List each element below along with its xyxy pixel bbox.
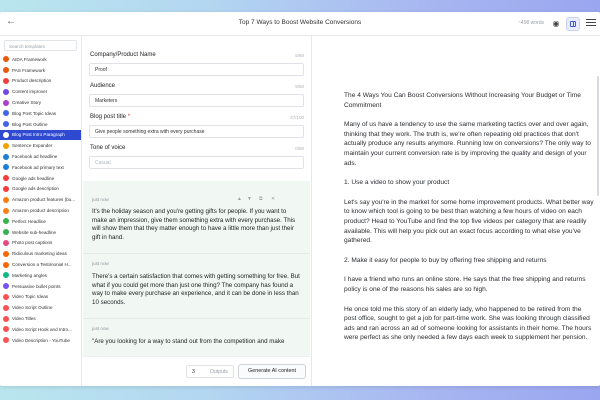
editor-paragraph[interactable]: 2. Make it easy for people to buy by offering free shipping and returns [344, 256, 547, 264]
sidebar-item[interactable] [0, 270, 81, 281]
outputs-panel [83, 181, 310, 356]
tone-label: Tone of voice [90, 145, 126, 151]
sidebar-item[interactable] [0, 227, 81, 238]
template-icon [3, 67, 9, 73]
sidebar-item-label: Product description [12, 78, 52, 84]
template-icon [3, 283, 9, 289]
template-icon [3, 208, 9, 214]
sidebar-item[interactable] [0, 119, 81, 130]
sidebar-item[interactable] [0, 97, 81, 108]
sidebar-item[interactable] [0, 130, 81, 141]
sidebar-item-label: Google ads description [12, 186, 59, 192]
copy-icon[interactable]: ⧉ [259, 196, 263, 202]
template-icon [3, 89, 9, 95]
quantity-value: 3 [192, 369, 195, 375]
sidebar-item[interactable] [0, 184, 81, 195]
template-icon [3, 262, 9, 268]
template-search-input[interactable]: Search templates [4, 40, 77, 51]
sidebar-item-label: Blog Post Topic Ideas [12, 110, 57, 116]
output-time: just now [92, 197, 109, 202]
sidebar-item-label: AIDA Framework [12, 56, 47, 62]
sidebar-item-label: Persuasive bullet points [12, 283, 61, 289]
company-label: Company/Product Name [90, 52, 156, 58]
sidebar-item-label: Video Topic Ideas [12, 294, 49, 300]
template-icon [3, 186, 9, 192]
required-mark: * [127, 114, 131, 120]
editor-paragraph[interactable]: 1. Use a video to show your product [344, 179, 450, 187]
sidebar-item[interactable] [0, 194, 81, 205]
template-icon [3, 294, 9, 300]
template-icon [3, 164, 9, 170]
sidebar-item[interactable] [0, 281, 81, 292]
template-icon [3, 121, 9, 127]
sidebar-item-label: Video Script Hook and Intro... [12, 326, 72, 332]
template-list [0, 54, 81, 346]
sidebar-item-label: Content improver [12, 89, 48, 95]
template-icon [3, 251, 9, 257]
sidebar-item[interactable] [0, 86, 81, 97]
document-editor[interactable] [311, 36, 600, 386]
template-icon [3, 143, 9, 149]
blog-title-label [90, 114, 130, 120]
app-window [0, 12, 600, 386]
output-quantity-input[interactable] [186, 365, 234, 378]
sidebar-item-label: Facebook ad headline [12, 154, 58, 160]
template-icon [3, 272, 9, 278]
sidebar-item[interactable] [0, 54, 81, 65]
template-icon [3, 132, 9, 138]
editor-paragraph[interactable]: He once told me this story of an elderly lady, who happened to be retired from the post office, sought to get a job for part-time work. She was looking through classified ads and ran across an ad of someone looking for assistants in their home. The hours were perfect as she only needed a few days each week to supplement her pension. [344, 305, 592, 342]
sidebar-item-label: Video Script Outline [12, 305, 53, 311]
generate-button[interactable]: Generate AI content [238, 364, 306, 379]
sidebar-item-label: Photo post captions [12, 240, 53, 246]
sidebar-item-label: Blog Post Outline [12, 121, 48, 127]
tone-input[interactable]: Casual [89, 156, 304, 169]
menu-icon[interactable] [586, 19, 596, 28]
sidebar-item[interactable] [0, 313, 81, 324]
template-icon [3, 218, 9, 224]
template-icon [3, 240, 9, 246]
sidebar-item-label: Perfect Headline [12, 218, 46, 224]
generate-bar [83, 356, 310, 386]
top-bar [0, 12, 600, 36]
editor-content[interactable] [344, 91, 594, 353]
template-form [83, 36, 310, 386]
template-icon [3, 154, 9, 160]
output-time: just now [92, 326, 109, 331]
sidebar-item-label: Ridiculous marketing ideas [12, 251, 67, 257]
editor-scrollbar[interactable] [597, 76, 599, 196]
sidebar-item-label: Google ads headline [12, 175, 55, 181]
sidebar-item-label: PAS Framework [12, 67, 46, 73]
sidebar-item[interactable] [0, 173, 81, 184]
sidebar-item[interactable] [0, 335, 81, 346]
sidebar-item-label: Sentence Expander [12, 143, 53, 149]
sidebar-item[interactable] [0, 248, 81, 259]
editor-paragraph[interactable]: Let's say you're in the market for some home improvement products. What better way to know which tool is going to be best than watching a few hours of video on each product? Head to YouTube and find the top five videos per category that are readily available. This will help you pick out an exact focus according to what else you've gathered. [344, 198, 594, 245]
sidebar-item[interactable] [0, 205, 81, 216]
sidebar-item[interactable] [0, 65, 81, 76]
sidebar-item-label: Video Titles [12, 316, 36, 322]
sidebar-item[interactable] [0, 108, 81, 119]
quantity-unit: Outputs [209, 369, 228, 375]
company-char-count: 5/50 [295, 53, 304, 58]
editor-paragraph[interactable]: The 4 Ways You Can Boost Conversions Without Increasing Your Budget or Time Commitment [344, 92, 581, 109]
template-icon [3, 326, 9, 332]
audience-char-count: 9/50 [295, 84, 304, 89]
sidebar-item[interactable] [0, 292, 81, 303]
sidebar-item-label: Blog Post Intro Paragraph [12, 132, 65, 138]
template-icon [3, 78, 9, 84]
output-divider [83, 253, 310, 254]
sidebar-item-label: Conversion a Testimonial H... [12, 262, 72, 268]
audience-input[interactable]: Marketers [89, 94, 304, 107]
sidebar-item-label: Marketing angles [12, 272, 47, 278]
sidebar-item[interactable] [0, 162, 81, 173]
word-count: ~498 words [518, 20, 544, 26]
template-icon [3, 100, 9, 106]
sidebar-item-label: Creative Story [12, 100, 42, 106]
template-icon [3, 110, 9, 116]
sidebar-item[interactable] [0, 140, 81, 151]
sidebar-item-label: Website sub-headline [12, 229, 57, 235]
document-title[interactable]: Top 7 Ways to Boost Website Conversions [238, 19, 362, 26]
blog-title-char-count: 47/100 [290, 115, 304, 120]
sidebar-item-label: Amazon product features (bu... [12, 197, 76, 203]
editor-paragraph[interactable]: Many of us have a tendency to use the same marketing tactics over and over again, thinking that they work. The truth is, we're often repeating old practices that don't actually produce any results anymore. Running low on conversions? The only way to maintain your current conversion rate is by improving the quality and design of your ads. [344, 121, 591, 167]
sidebar-item[interactable] [0, 259, 81, 270]
sidebar-item[interactable] [0, 216, 81, 227]
output-time: just now [92, 261, 109, 266]
editor-paragraph[interactable]: I have a friend who runs an online store. He says that the free shipping and returns policy is one of the reasons his sales are so high. [344, 276, 586, 293]
sidebar-item[interactable] [0, 324, 81, 335]
thumbs-up-icon[interactable]: ▲ [237, 196, 242, 202]
template-icon [3, 305, 9, 311]
sidebar-item-label: Video Description - YouTube [12, 337, 70, 343]
output-divider [83, 318, 310, 319]
arrow-left-icon[interactable]: ← [6, 16, 16, 27]
sidebar-item[interactable] [0, 76, 81, 87]
template-icon [3, 337, 9, 343]
blog-title-input[interactable]: Give people something extra with every purchase [89, 125, 304, 138]
sidebar-item[interactable] [0, 302, 81, 313]
close-icon[interactable]: ✕ [271, 196, 276, 202]
output-text: It's the holiday season and you're getting gifts for people. If you want to make an impression, give them something extra with every purchase. This will show them that they matter enough to have a little more than just their gift in hand. [92, 208, 296, 241]
sidebar-item[interactable] [0, 151, 81, 162]
template-icon [3, 316, 9, 322]
blog-title-label-text: Blog post title [90, 114, 127, 120]
audience-label: Audience [90, 83, 116, 89]
company-input[interactable]: Proof [89, 63, 304, 76]
tone-char-count: 0/50 [295, 146, 304, 151]
template-icon [3, 197, 9, 203]
sidebar-item[interactable] [0, 238, 81, 249]
split-view-icon[interactable] [566, 17, 580, 31]
sidebar-item-label: Amazon product description [12, 208, 69, 214]
eye-icon[interactable]: ◉ [552, 19, 560, 28]
sidebar-item-label: Facebook ad primary text [12, 164, 64, 170]
output-text: There's a certain satisfaction that comes with getting something for free. But what if you could get more than just one thing? The company has found a way to make every purchase an experience, and it can be done in less than 10 seconds. [92, 273, 300, 306]
template-icon [3, 229, 9, 235]
output-text: "Are you looking for a way to stand out from the competition and make [92, 338, 285, 345]
thumbs-down-icon[interactable]: ▼ [247, 196, 252, 202]
template-icon [3, 56, 9, 62]
template-icon [3, 175, 9, 181]
template-sidebar [0, 36, 82, 386]
